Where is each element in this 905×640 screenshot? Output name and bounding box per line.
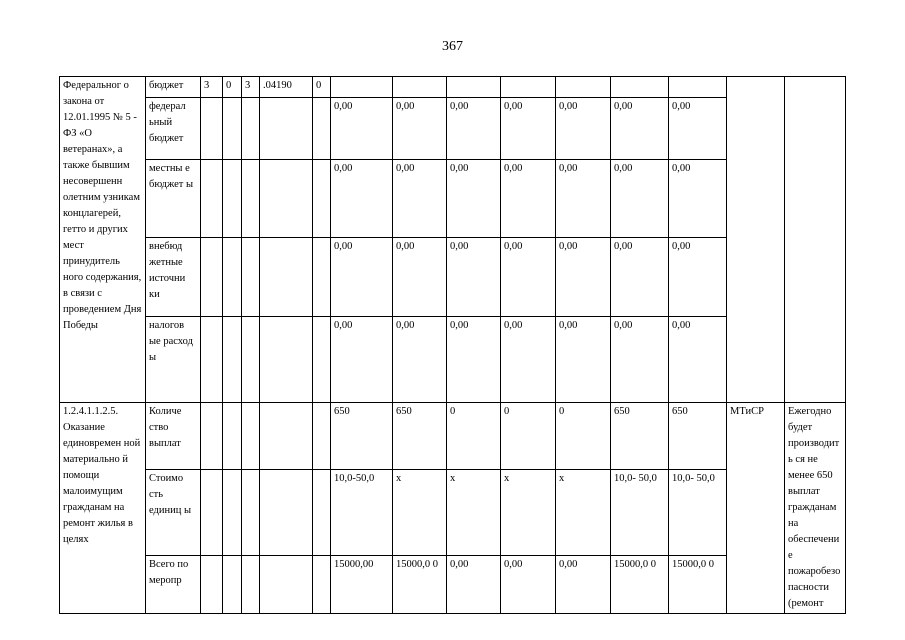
result-cell: Ежегодно будет производить ся не менее 650 выплат гражданам на обеспечение пожаробезо пасности (ремонт	[785, 403, 846, 614]
value-cell: 15000,0 0	[611, 555, 669, 613]
value-cell: 0,00	[501, 160, 556, 238]
value-cell: 15000,00	[331, 555, 393, 613]
code-cell	[223, 160, 242, 238]
page-number: 367	[442, 39, 463, 54]
executor-cell: МТиСР	[727, 403, 785, 614]
code-cell	[201, 160, 223, 238]
value-cell: 0	[556, 403, 611, 470]
value-cell: 0,00	[611, 238, 669, 317]
code-cell	[223, 317, 242, 403]
indicator-label-cell: Стоимо сть единиц ы	[146, 469, 201, 555]
code-cell	[223, 555, 242, 613]
value-cell: 0,00	[393, 98, 447, 160]
value-cell: 0	[447, 403, 501, 470]
code-cell	[313, 555, 331, 613]
code-cell	[201, 98, 223, 160]
value-cell: 650	[393, 403, 447, 470]
value-cell: 0,00	[501, 98, 556, 160]
value-cell: 0,00	[556, 98, 611, 160]
value-cell	[611, 77, 669, 98]
value-cell: 0,00	[447, 555, 501, 613]
code-cell	[313, 238, 331, 317]
value-cell: 0,00	[669, 317, 727, 403]
measure-name-cell: 1.2.4.1.1.2.5. Оказание единовремен ной материально й помощи малоимущим гражданам на ремонт жилья в целях	[60, 403, 146, 614]
value-cell	[447, 77, 501, 98]
executor-cell	[727, 77, 785, 403]
measure-name-cell: Федеральног о закона от 12.01.1995 № 5 - ФЗ «О ветеранах», а также бывшим несовершенн олетним узникам концлагерей, гетто и других мест принудитель ного содержания, в связи с проведением Дня Победы	[60, 77, 146, 403]
indicator-label-cell: налогов ые расход ы	[146, 317, 201, 403]
value-cell: 0	[501, 403, 556, 470]
value-cell: 0,00	[501, 238, 556, 317]
code-cell	[201, 555, 223, 613]
value-cell: 0,00	[669, 98, 727, 160]
code-cell: 3	[242, 77, 260, 98]
value-cell: 0,00	[556, 160, 611, 238]
value-cell: 0,00	[393, 317, 447, 403]
code-cell	[223, 469, 242, 555]
value-cell: 0,00	[556, 317, 611, 403]
code-cell	[223, 403, 242, 470]
code-cell	[242, 317, 260, 403]
table-row	[60, 77, 846, 98]
value-cell: х	[447, 469, 501, 555]
value-cell: 0,00	[611, 98, 669, 160]
code-cell	[242, 403, 260, 470]
code-cell	[313, 317, 331, 403]
code-cell	[260, 403, 313, 470]
code-cell	[313, 160, 331, 238]
table-row	[60, 403, 846, 470]
value-cell: 15000,0 0	[669, 555, 727, 613]
value-cell: 0,00	[556, 555, 611, 613]
value-cell: 0,00	[393, 238, 447, 317]
value-cell: 650	[331, 403, 393, 470]
value-cell: 0,00	[331, 160, 393, 238]
code-cell	[201, 403, 223, 470]
code-cell	[260, 98, 313, 160]
value-cell: 0,00	[331, 317, 393, 403]
indicator-label-cell: внебюд жетные источни ки	[146, 238, 201, 317]
value-cell: 0,00	[331, 238, 393, 317]
indicator-label-cell: федерал ьный бюджет	[146, 98, 201, 160]
code-cell	[260, 238, 313, 317]
code-cell	[201, 469, 223, 555]
value-cell	[331, 77, 393, 98]
indicator-label-cell: Количе ство выплат	[146, 403, 201, 470]
value-cell: 0,00	[501, 555, 556, 613]
value-cell: 0,00	[447, 238, 501, 317]
code-cell	[313, 403, 331, 470]
value-cell	[556, 77, 611, 98]
value-cell: х	[556, 469, 611, 555]
indicator-label-cell: Всего по меропр	[146, 555, 201, 613]
code-cell: .04190	[260, 77, 313, 98]
code-cell: 3	[201, 77, 223, 98]
code-cell	[242, 98, 260, 160]
value-cell: х	[393, 469, 447, 555]
value-cell: 10,0- 50,0	[669, 469, 727, 555]
code-cell: 0	[223, 77, 242, 98]
code-cell	[201, 238, 223, 317]
value-cell: 10,0- 50,0	[611, 469, 669, 555]
value-cell	[669, 77, 727, 98]
result-cell	[785, 77, 846, 403]
value-cell: 0,00	[447, 98, 501, 160]
value-cell: 0,00	[447, 160, 501, 238]
code-cell	[223, 98, 242, 160]
value-cell: 15000,0 0	[393, 555, 447, 613]
program-table	[59, 76, 846, 614]
value-cell	[393, 77, 447, 98]
code-cell	[201, 317, 223, 403]
value-cell: 0,00	[393, 160, 447, 238]
value-cell: 0,00	[611, 317, 669, 403]
code-cell	[260, 555, 313, 613]
value-cell: 10,0-50,0	[331, 469, 393, 555]
value-cell: 0,00	[501, 317, 556, 403]
code-cell	[260, 160, 313, 238]
code-cell	[260, 317, 313, 403]
value-cell: 0,00	[611, 160, 669, 238]
value-cell: 0,00	[447, 317, 501, 403]
code-cell	[313, 469, 331, 555]
value-cell: 650	[669, 403, 727, 470]
code-cell	[242, 238, 260, 317]
indicator-label-cell: бюджет	[146, 77, 201, 98]
code-cell	[242, 160, 260, 238]
code-cell	[223, 238, 242, 317]
code-cell	[242, 469, 260, 555]
value-cell: 0,00	[669, 238, 727, 317]
indicator-label-cell: местны е бюджет ы	[146, 160, 201, 238]
value-cell: 0,00	[331, 98, 393, 160]
code-cell: 0	[313, 77, 331, 98]
code-cell	[260, 469, 313, 555]
code-cell	[313, 98, 331, 160]
value-cell: 0,00	[556, 238, 611, 317]
value-cell: х	[501, 469, 556, 555]
value-cell: 650	[611, 403, 669, 470]
value-cell	[501, 77, 556, 98]
value-cell: 0,00	[669, 160, 727, 238]
code-cell	[242, 555, 260, 613]
